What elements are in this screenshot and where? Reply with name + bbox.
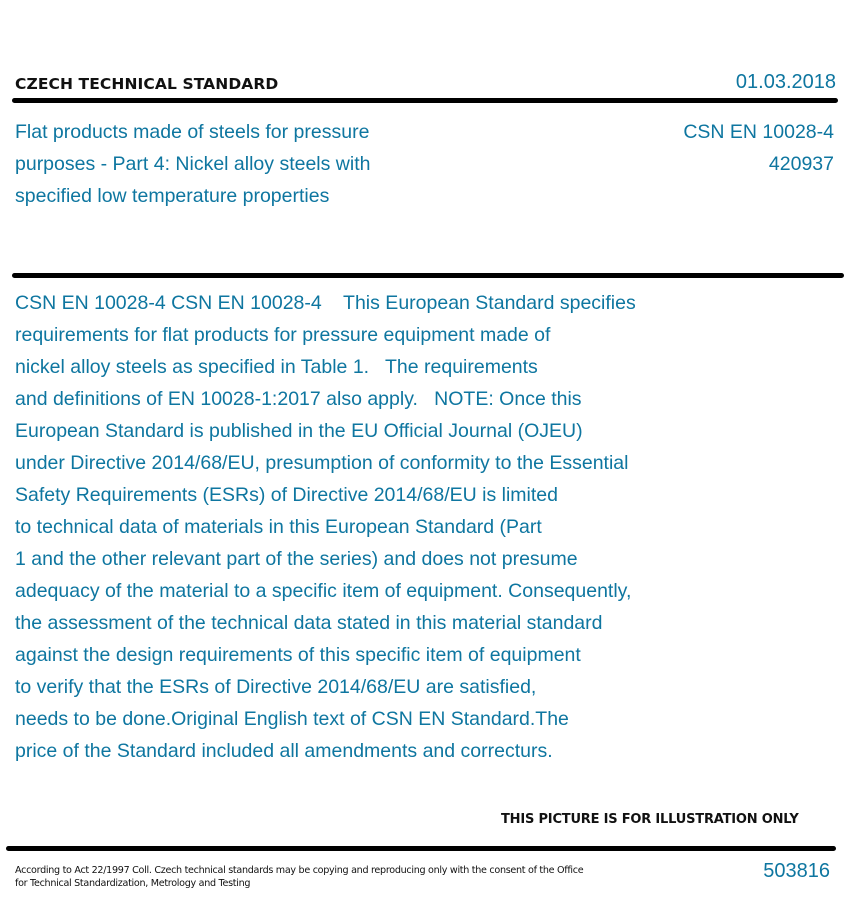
classification-number: 420937 xyxy=(768,153,834,175)
legal-line: According to Act 22/1997 Coll. Czech technical standards may be copying and reproducing only with the consent of the Office xyxy=(15,865,584,876)
document-title: Flat products made of steels for pressure purposes - Part 4: Nickel alloy steels with specified low temperature properties xyxy=(15,121,371,207)
abstract-line: requirements for flat products for pressure equipment made of xyxy=(15,324,551,346)
publication-date: 01.03.2018 xyxy=(735,71,836,93)
abstract-line: price of the Standard included all amendments and correcturs. xyxy=(15,740,553,762)
footer-divider xyxy=(6,846,836,851)
abstract-line: European Standard is published in the EU Official Journal (OJEU) xyxy=(15,420,583,442)
legal-notice xyxy=(15,864,583,890)
legal-line: for Technical Standardization, Metrology and Testing xyxy=(15,878,251,889)
standard-code: CSN EN 10028-4 xyxy=(683,121,834,143)
abstract-line: and definitions of EN 10028-1:2017 also apply. NOTE: Once this xyxy=(15,388,582,410)
abstract-line: 1 and the other relevant part of the series) and does not presume xyxy=(15,548,578,570)
header-label: CZECH TECHNICAL STANDARD xyxy=(15,75,279,93)
abstract-line: the assessment of the technical data stated in this material standard xyxy=(15,612,603,634)
abstract-line: under Directive 2014/68/EU, presumption of conformity to the Essential xyxy=(15,452,629,474)
abstract-line: needs to be done.Original English text of CSN EN Standard.The xyxy=(15,708,569,730)
abstract-line: to verify that the ESRs of Directive 2014/68/EU are satisfied, xyxy=(15,676,537,698)
illustration-note: THIS PICTURE IS FOR ILLUSTRATION ONLY xyxy=(501,812,799,827)
abstract-line: to technical data of materials in this European Standard (Part xyxy=(15,516,542,538)
document-id: 503816 xyxy=(763,860,830,882)
section-divider xyxy=(12,273,844,278)
abstract-line: Safety Requirements (ESRs) of Directive 2014/68/EU is limited xyxy=(15,484,558,506)
abstract-line: against the design requirements of this specific item of equipment xyxy=(15,644,581,666)
abstract-line: nickel alloy steels as specified in Table 1. The requirements xyxy=(15,356,538,378)
abstract-line: CSN EN 10028-4 CSN EN 10028-4 This European Standard specifies xyxy=(15,292,636,314)
abstract-line: adequacy of the material to a specific item of equipment. Consequently, xyxy=(15,580,632,602)
abstract-text xyxy=(15,287,735,767)
header-divider xyxy=(12,98,838,103)
